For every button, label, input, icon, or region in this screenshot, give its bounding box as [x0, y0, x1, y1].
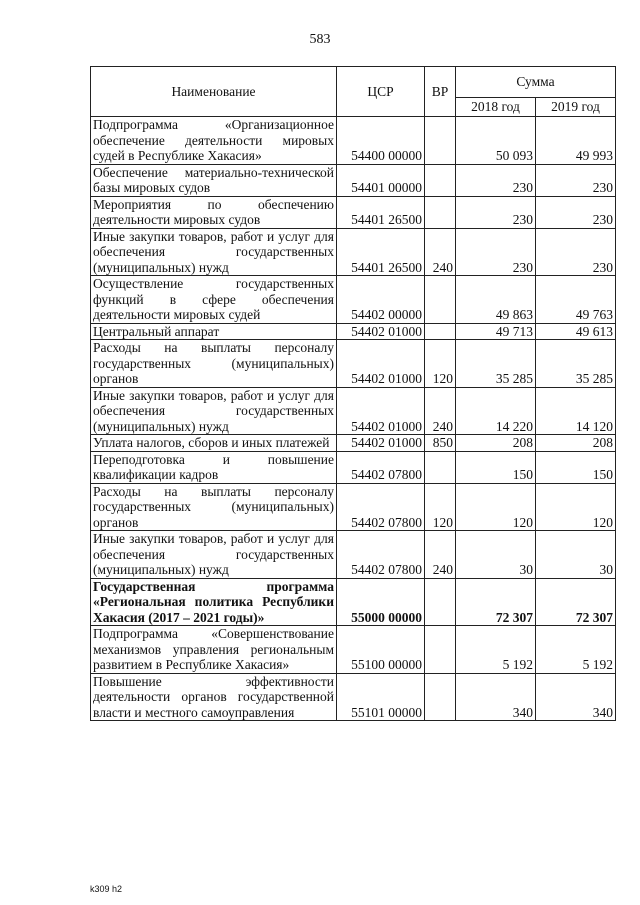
row-sum-2019-cell: 30	[536, 531, 616, 579]
table-row	[91, 673, 616, 721]
row-sum-2018-cell: 50 093	[456, 117, 536, 165]
footer-code: k309 h2	[90, 884, 123, 894]
row-sum-2018-cell: 35 285	[456, 340, 536, 388]
row-name-cell: Расходы на выплаты персоналу государственных (муниципальных) органов	[91, 483, 337, 531]
table-row	[91, 483, 616, 531]
table-row	[91, 626, 616, 674]
table-row	[91, 387, 616, 435]
table-row	[91, 117, 616, 165]
row-sum-2019-cell: 230	[536, 228, 616, 276]
row-vr-cell	[425, 196, 456, 228]
row-name-cell: Государственная программа «Региональная политика Республики Хакасия (2017 – 2021 годы)»	[91, 578, 337, 626]
table-row	[91, 435, 616, 452]
column-header-vr: ВР	[425, 67, 456, 117]
row-sum-2018-cell: 208	[456, 435, 536, 452]
row-sum-2018-cell: 49 863	[456, 276, 536, 324]
row-csr-cell: 54402 01000	[337, 435, 425, 452]
row-sum-2018-cell: 30	[456, 531, 536, 579]
row-csr-cell: 54402 07800	[337, 451, 425, 483]
row-name-cell: Иные закупки товаров, работ и услуг для обеспечения государственных (муниципальных) нужд	[91, 228, 337, 276]
table-row	[91, 323, 616, 340]
row-name-cell: Повышение эффективности деятельности органов государственной власти и местного самоуправления	[91, 673, 337, 721]
row-vr-cell	[425, 164, 456, 196]
row-sum-2018-cell: 340	[456, 673, 536, 721]
page-number: 583	[309, 32, 331, 47]
table-row	[91, 228, 616, 276]
row-name-cell: Расходы на выплаты персоналу государственных (муниципальных) органов	[91, 340, 337, 388]
row-csr-cell: 54402 01000	[337, 323, 425, 340]
row-name-cell: Переподготовка и повышение квалификации кадров	[91, 451, 337, 483]
row-vr-cell	[425, 673, 456, 721]
row-csr-cell: 54402 07800	[337, 531, 425, 579]
table-row	[91, 196, 616, 228]
row-sum-2019-cell: 49 763	[536, 276, 616, 324]
row-vr-cell	[425, 451, 456, 483]
row-vr-cell: 120	[425, 483, 456, 531]
row-vr-cell	[425, 626, 456, 674]
row-csr-cell: 54401 00000	[337, 164, 425, 196]
row-sum-2019-cell: 150	[536, 451, 616, 483]
row-name-cell: Центральный аппарат	[91, 323, 337, 340]
row-csr-cell: 54402 01000	[337, 340, 425, 388]
row-vr-cell	[425, 323, 456, 340]
row-sum-2018-cell: 230	[456, 164, 536, 196]
column-header-name: Наименование	[91, 67, 337, 117]
row-sum-2018-cell: 230	[456, 228, 536, 276]
row-csr-cell: 54401 26500	[337, 228, 425, 276]
row-sum-2019-cell: 49 993	[536, 117, 616, 165]
row-sum-2018-cell: 49 713	[456, 323, 536, 340]
row-sum-2019-cell: 35 285	[536, 340, 616, 388]
table-row	[91, 578, 616, 626]
row-name-cell: Иные закупки товаров, работ и услуг для обеспечения государственных (муниципальных) нужд	[91, 387, 337, 435]
row-name-cell: Подпрограмма «Организационное обеспечение деятельности мировых судей в Республике Хакасия»	[91, 117, 337, 165]
row-name-cell: Осуществление государственных функций в сфере обеспечения деятельности мировых судей	[91, 276, 337, 324]
table-row	[91, 451, 616, 483]
row-name-cell: Уплата налогов, сборов и иных платежей	[91, 435, 337, 452]
budget-table	[90, 66, 616, 721]
row-sum-2019-cell: 14 120	[536, 387, 616, 435]
table-row	[91, 531, 616, 579]
table-body	[91, 117, 616, 721]
row-sum-2019-cell: 230	[536, 196, 616, 228]
row-csr-cell: 54402 01000	[337, 387, 425, 435]
row-sum-2019-cell: 5 192	[536, 626, 616, 674]
row-sum-2019-cell: 49 613	[536, 323, 616, 340]
row-vr-cell: 850	[425, 435, 456, 452]
row-csr-cell: 54402 07800	[337, 483, 425, 531]
column-header-sum: Сумма	[456, 67, 616, 98]
table-row	[91, 164, 616, 196]
row-sum-2018-cell: 230	[456, 196, 536, 228]
row-sum-2018-cell: 72 307	[456, 578, 536, 626]
row-sum-2018-cell: 120	[456, 483, 536, 531]
table-row	[91, 276, 616, 324]
row-sum-2019-cell: 230	[536, 164, 616, 196]
row-csr-cell: 54401 26500	[337, 196, 425, 228]
column-header-2019: 2019 год	[536, 98, 616, 117]
row-vr-cell: 240	[425, 531, 456, 579]
row-sum-2019-cell: 340	[536, 673, 616, 721]
row-vr-cell	[425, 578, 456, 626]
row-sum-2018-cell: 14 220	[456, 387, 536, 435]
row-vr-cell	[425, 117, 456, 165]
row-sum-2019-cell: 120	[536, 483, 616, 531]
row-sum-2018-cell: 150	[456, 451, 536, 483]
table-row	[91, 340, 616, 388]
row-csr-cell: 54400 00000	[337, 117, 425, 165]
row-sum-2019-cell: 72 307	[536, 578, 616, 626]
row-name-cell: Подпрограмма «Совершенствование механизмов управления региональным развитием в Республике Хакасия»	[91, 626, 337, 674]
row-name-cell: Мероприятия по обеспечению деятельности мировых судов	[91, 196, 337, 228]
row-csr-cell: 54402 00000	[337, 276, 425, 324]
row-vr-cell	[425, 276, 456, 324]
row-csr-cell: 55101 00000	[337, 673, 425, 721]
column-header-2018: 2018 год	[456, 98, 536, 117]
row-sum-2018-cell: 5 192	[456, 626, 536, 674]
row-vr-cell: 240	[425, 228, 456, 276]
row-vr-cell: 240	[425, 387, 456, 435]
row-sum-2019-cell: 208	[536, 435, 616, 452]
table-header-row	[91, 67, 616, 98]
row-csr-cell: 55000 00000	[337, 578, 425, 626]
column-header-csr: ЦСР	[337, 67, 425, 117]
row-vr-cell: 120	[425, 340, 456, 388]
row-csr-cell: 55100 00000	[337, 626, 425, 674]
row-name-cell: Обеспечение материально-технической базы мировых судов	[91, 164, 337, 196]
row-name-cell: Иные закупки товаров, работ и услуг для обеспечения государственных (муниципальных) нужд	[91, 531, 337, 579]
